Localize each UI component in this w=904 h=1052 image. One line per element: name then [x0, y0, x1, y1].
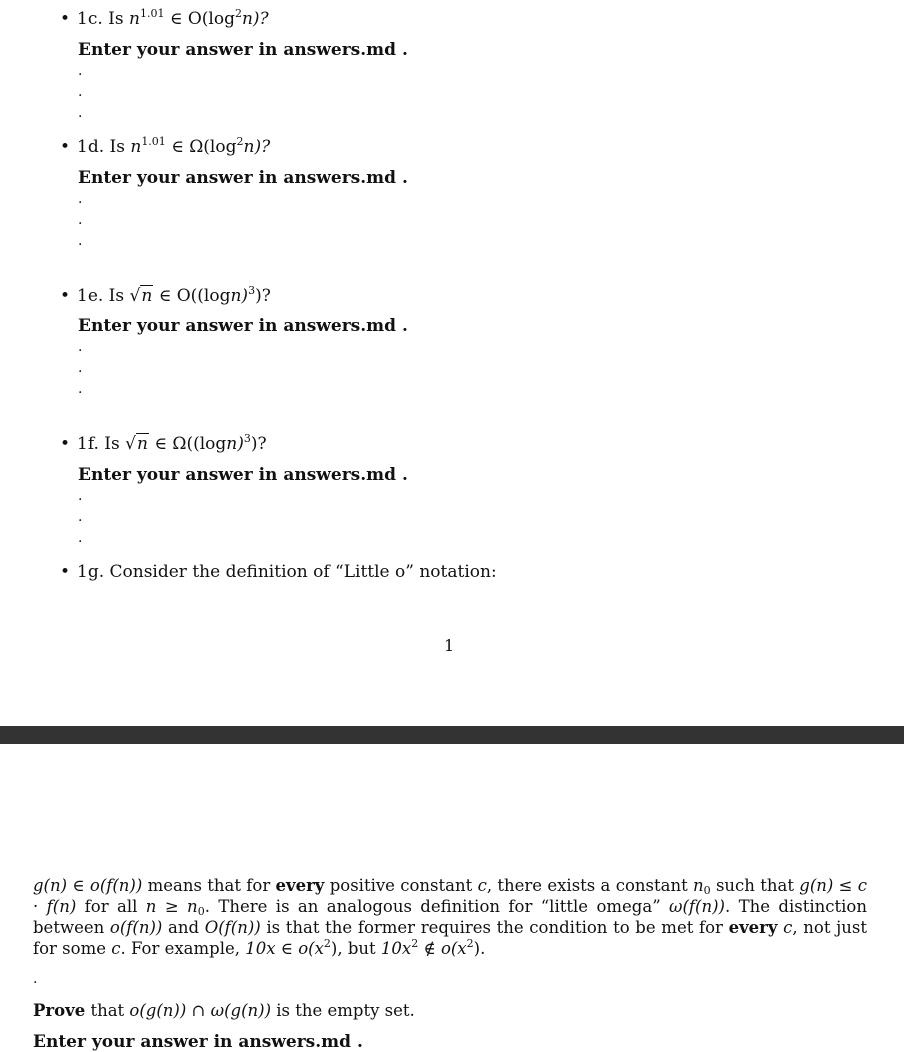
page-number: 1	[444, 636, 455, 655]
question-label: 1e. Is	[77, 286, 130, 306]
dot: .	[78, 488, 83, 504]
document-page-1: • 1c. Is $n^{1.01}$ ∈ $O(\log^2n)$? Enter your answer in answers.md . . . . • 1d. Is $n^{1.01}$ ∈ $\Omega(\log^2n)$? Enter your answer in answers.md . . . . • 1e. Is √n ∈ $O((\log n)^3)$? Enter your answer in answers.md . . . . • 1f. Is √n ∈ $\Omega((\log n)^3)$? Enter your answer in answers.md . . . . • 1g. Consider the definition of “Little o” notation: 1	[60, 7, 497, 655]
question-text: 1g. Consider the definition of “Little o” notation:	[77, 562, 497, 582]
dot: .	[78, 530, 83, 546]
dot: .	[78, 509, 83, 525]
document-page-2	[0, 744, 904, 1052]
answer-instruction: Enter your answer in answers.md .	[78, 465, 408, 485]
bullet: •	[60, 286, 71, 306]
dot: .	[78, 360, 83, 376]
question-label: 1d. Is	[77, 137, 131, 157]
dot: .	[78, 233, 83, 249]
page-divider	[0, 726, 904, 744]
question-label: 1f. Is	[77, 434, 126, 454]
dot: .	[78, 84, 83, 100]
dot: .	[78, 63, 83, 79]
question-label: 1c. Is	[77, 9, 129, 29]
dot: .	[78, 212, 83, 228]
dot: .	[33, 971, 38, 987]
answer-instruction: Enter your answer in answers.md .	[33, 1032, 363, 1052]
answer-instruction: Enter your answer in answers.md .	[78, 316, 408, 336]
bullet: •	[60, 137, 71, 157]
bullet: •	[60, 9, 71, 29]
answer-instruction: Enter your answer in answers.md .	[78, 168, 408, 188]
answer-instruction: Enter your answer in answers.md .	[78, 40, 408, 60]
bullet: •	[60, 434, 71, 454]
little-o-definition: g(n) ∈ o(f(n)) means that for every positive constant c, there exists a constant $n_0$ such that g(n) ≤ c · f(n) for all $n \ge n_0$. There is an analogous definition for “little omega” ω(f(n)). The distinction between o(f(n)) and O(f(n)) is that the former requires the condition to be met for every c, not just for some c. For example, 10x ∈ $o(x^2)$, but $10x^2$ ∉ $o(x^2)$.	[33, 876, 868, 958]
bullet: •	[60, 562, 71, 582]
prove-statement: Prove that o(g(n)) ∩ ω(g(n)) is the empty set.	[33, 1001, 415, 1020]
dot: .	[78, 381, 83, 397]
dot: .	[78, 105, 83, 121]
dot: .	[78, 339, 83, 355]
dot: .	[78, 191, 83, 207]
